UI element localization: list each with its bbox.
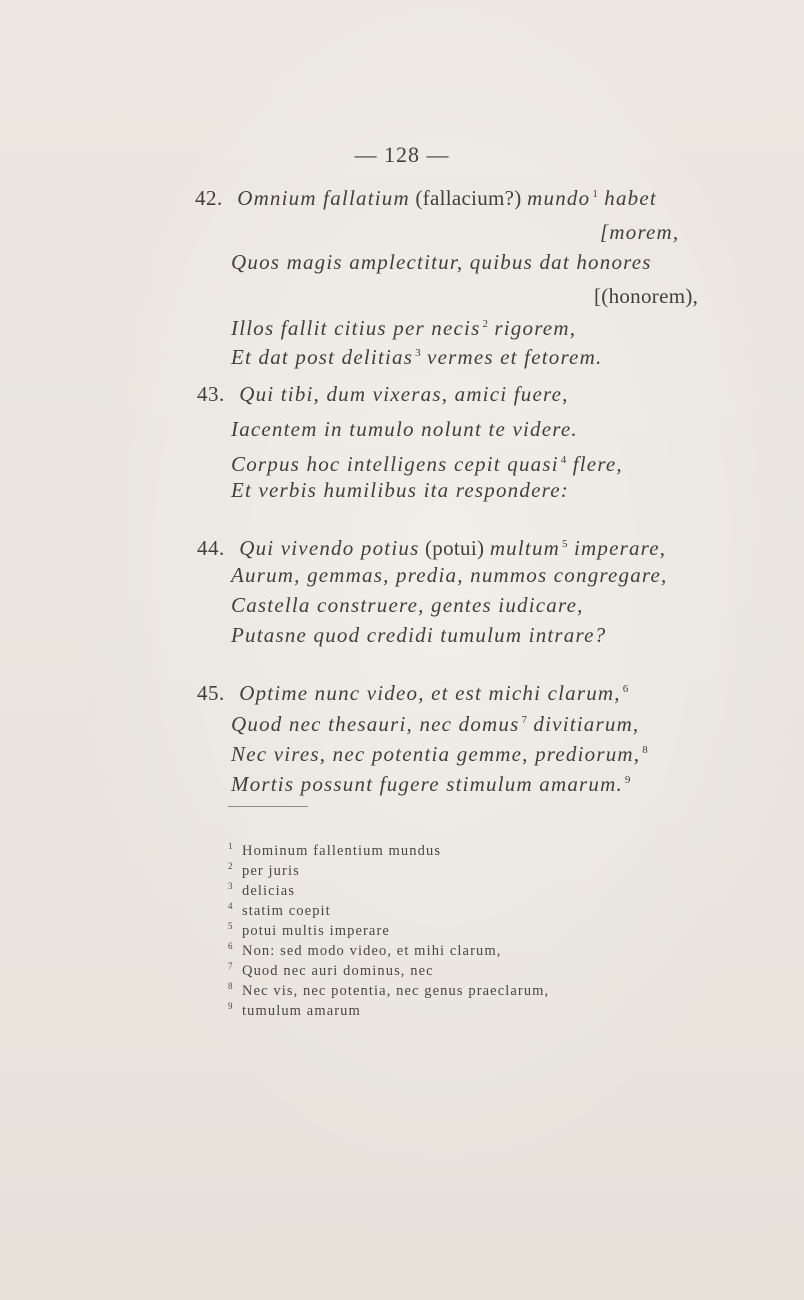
footnote-ref: 4	[560, 454, 567, 466]
stanza-line: Putasne quod credidi tumulum intrare?	[231, 623, 607, 647]
footnote: 9 tumulum amarum	[228, 1001, 361, 1019]
stanza-line: 45. Optime nunc video, et est michi clarum, $^6$	[197, 681, 629, 705]
stanza-number: 45.	[197, 681, 225, 705]
stanza-line: 44. Qui vivendo potius (potui) multum $^5$ imperare,	[197, 536, 667, 560]
footnote-ref: 8	[642, 744, 648, 756]
stanza-number: 42.	[195, 186, 223, 210]
footnote: 4 statim coepit	[228, 901, 331, 919]
footnote: 3 delicias	[228, 881, 296, 899]
footnote: 8 Nec vis, nec potentia, nec genus praeclarum,	[228, 981, 550, 999]
footnote-divider	[228, 806, 308, 807]
stanza-line: Castella construere, gentes iudicare,	[231, 593, 584, 617]
footnote: 7 Quod nec auri dominus, nec	[228, 961, 434, 979]
footnote-ref: 2	[482, 318, 488, 330]
page-number: — 128 —	[354, 142, 450, 167]
footnote-ref: 1	[592, 188, 598, 200]
footnote: 5 potui multis imperare	[228, 921, 390, 939]
stanza-line: Corpus hoc intelligens cepit quasi $^4$ flere,	[231, 452, 623, 476]
stanza-line: Iacentem in tumulo nolunt te videre.	[231, 417, 578, 441]
stanza-line: [(honorem),	[594, 284, 699, 308]
stanza-number: 43.	[197, 382, 225, 406]
stanza-number: 44.	[197, 536, 225, 560]
stanza-line: 43. Qui tibi, dum vixeras, amici fuere,	[197, 382, 569, 406]
footnote-ref: 9	[624, 774, 631, 786]
footnote-ref: 3	[415, 347, 421, 359]
stanza-line: Et dat post delitias $^3$ vermes et fetorem.	[231, 345, 603, 369]
stanza-line: Et verbis humilibus ita respondere:	[231, 478, 569, 502]
stanza-line: [morem,	[600, 220, 680, 244]
stanza-line: Mortis possunt fugere stimulum amarum. $^9$	[231, 772, 631, 796]
stanza-line: Nec vires, nec potentia gemme, prediorum, $^8$	[231, 742, 648, 766]
stanza-line: Quod nec thesauri, nec domus $^7$ divitiarum,	[231, 712, 640, 736]
footnote: 6 Non: sed modo video, et mihi clarum,	[228, 941, 502, 959]
stanza-line: Illos fallit citius per necis $^2$ rigorem,	[231, 316, 577, 340]
stanza-line: Aurum, gemmas, predia, nummos congregare,	[231, 563, 668, 587]
footnote: 2 per juris	[228, 861, 300, 879]
footnote-ref: 7	[521, 714, 527, 726]
stanza-line: 42. Omnium fallatium (fallacium?) mundo $^1$ habet	[195, 186, 657, 210]
footnote-ref: 6	[622, 683, 629, 695]
stanza-line: Quos magis amplectitur, quibus dat honores	[231, 250, 652, 274]
footnote-ref: 5	[562, 538, 568, 550]
footnote: 1 Hominum fallentium mundus	[228, 841, 442, 859]
